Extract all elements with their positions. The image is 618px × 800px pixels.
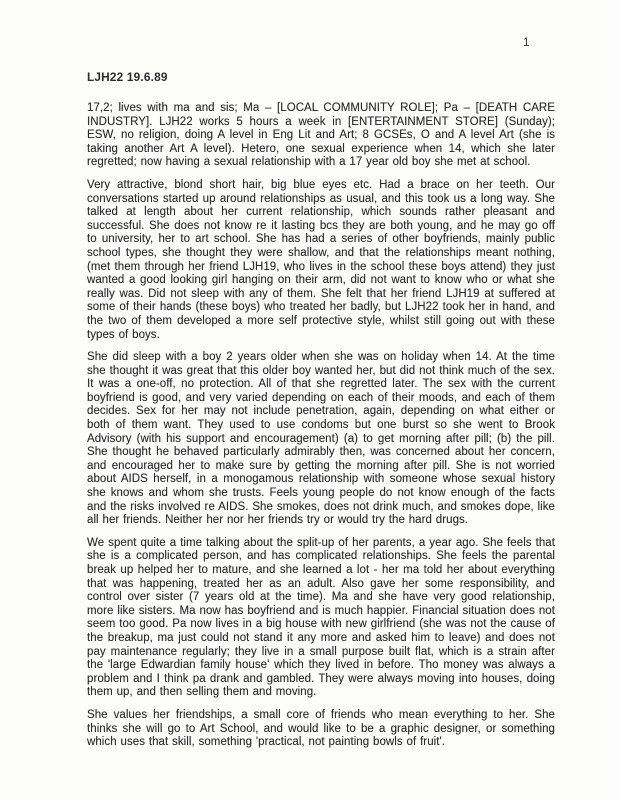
paragraph-friendships-future: She values her friendships, a small core of friends who mean everything to her. She thinks she will go to Art School, and would like to be a graphic designer, or something which uses that skill, something 'practical, not painting bowls of fruit'. [87,708,555,749]
paragraph-profile-summary: 17,2; lives with ma and sis; Ma – [LOCAL COMMUNITY ROLE]; Pa – [DEATH CARE INDUSTRY]. LJH22 works 5 hours a week in [ENTERTAINMENT STORE] (Sunday); ESW, no religion, doing A level in Eng Lit and Art; 8 GCSEs, O and A level Art (she is taking another Art A level). Hetero, one sexual experience when 14, which she later regretted; now having a sexual relationship with a 17 year old boy she met at school. [87,102,555,169]
page-number: 1 [523,37,530,49]
paragraph-sexual-history: She did sleep with a boy 2 years older when she was on holiday when 14. At the time she thought it was great that this older boy wanted her, but did not think much of the sex. It was a one-off, no protection. All of that she regretted later. The sex with the current boyfriend is good, and very varied depending on each of their moods, and each of them decides. Sex for her may not include penetration, again, depending on what either or both of them want. They used to use condoms but one burst so she went to Brook Advisory (with his support and encouragement) (a) to get morning after pill; (b) the pill. She thought he behaved particularly admirably then, was concerned about her concern, and encouraged her to make sure by getting the morning after pill. She is not worried about AIDS herself, in a monogamous relationship with someone whose sexual history she knows and whom she trusts. Feels young people do not know enough of the facts and the risks involved re AIDS. She smokes, does not drink much, and smokes dope, like all her friends. Neither her nor her friends try or would try the hard drugs. [87,351,555,527]
document-content [87,70,555,759]
paragraph-appearance-relationships: Very attractive, blond short hair, big blue eyes etc. Had a brace on her teeth. Our conversations started up around relationships as usual, and this took us a long way. She talked at length about her current relationship, which sounds rather pleasant and successful. She does not know re it lasting bcs they are both young, and he may go off to university, her to art school. She has had a series of other boyfriends, mainly public school types, she thought they were shallow, and that the relationships meant nothing, (met them through her friend LJH19, who lives in the school these boys attend) they just wanted a good looking girl hanging on their arm, did not want to know who or what she really was. Did not sleep with any of them. She felt that her friend LJH19 at suffered at some of their hands (these boys) who treated her badly, but LJH22 took her in hand, and the two of them developed a more self protective style, whilst still going out with these types of boys. [87,178,555,341]
paragraph-parents-splitup: We spent quite a time talking about the split-up of her parents, a year ago. She feels that she is a complicated person, and has complicated relationships. She feels the parental break up helped her to mature, and she learned a lot - her ma told her about everything that was happening, treated her as an adult. Also gave her some responsibility, and control over sister (7 years old at the time). Ma and she have very good relationship, more like sisters. Ma now has boyfriend and is much happier. Financial situation does not seem too good. Pa now lives in a big house with new girlfriend (she was not the cause of the breakup, ma just could not stand it any more and asked him to leave) and does not pay maintenance regularly; they live in a small purpose built flat, which is a strain after the 'large Edwardian family house' which they lived in before. Tho money was always a problem and I think pa drank and gambled. They were always moving into houses, doing them up, and then selling them and moving. [87,536,555,699]
document-title: LJH22 19.6.89 [87,70,168,84]
